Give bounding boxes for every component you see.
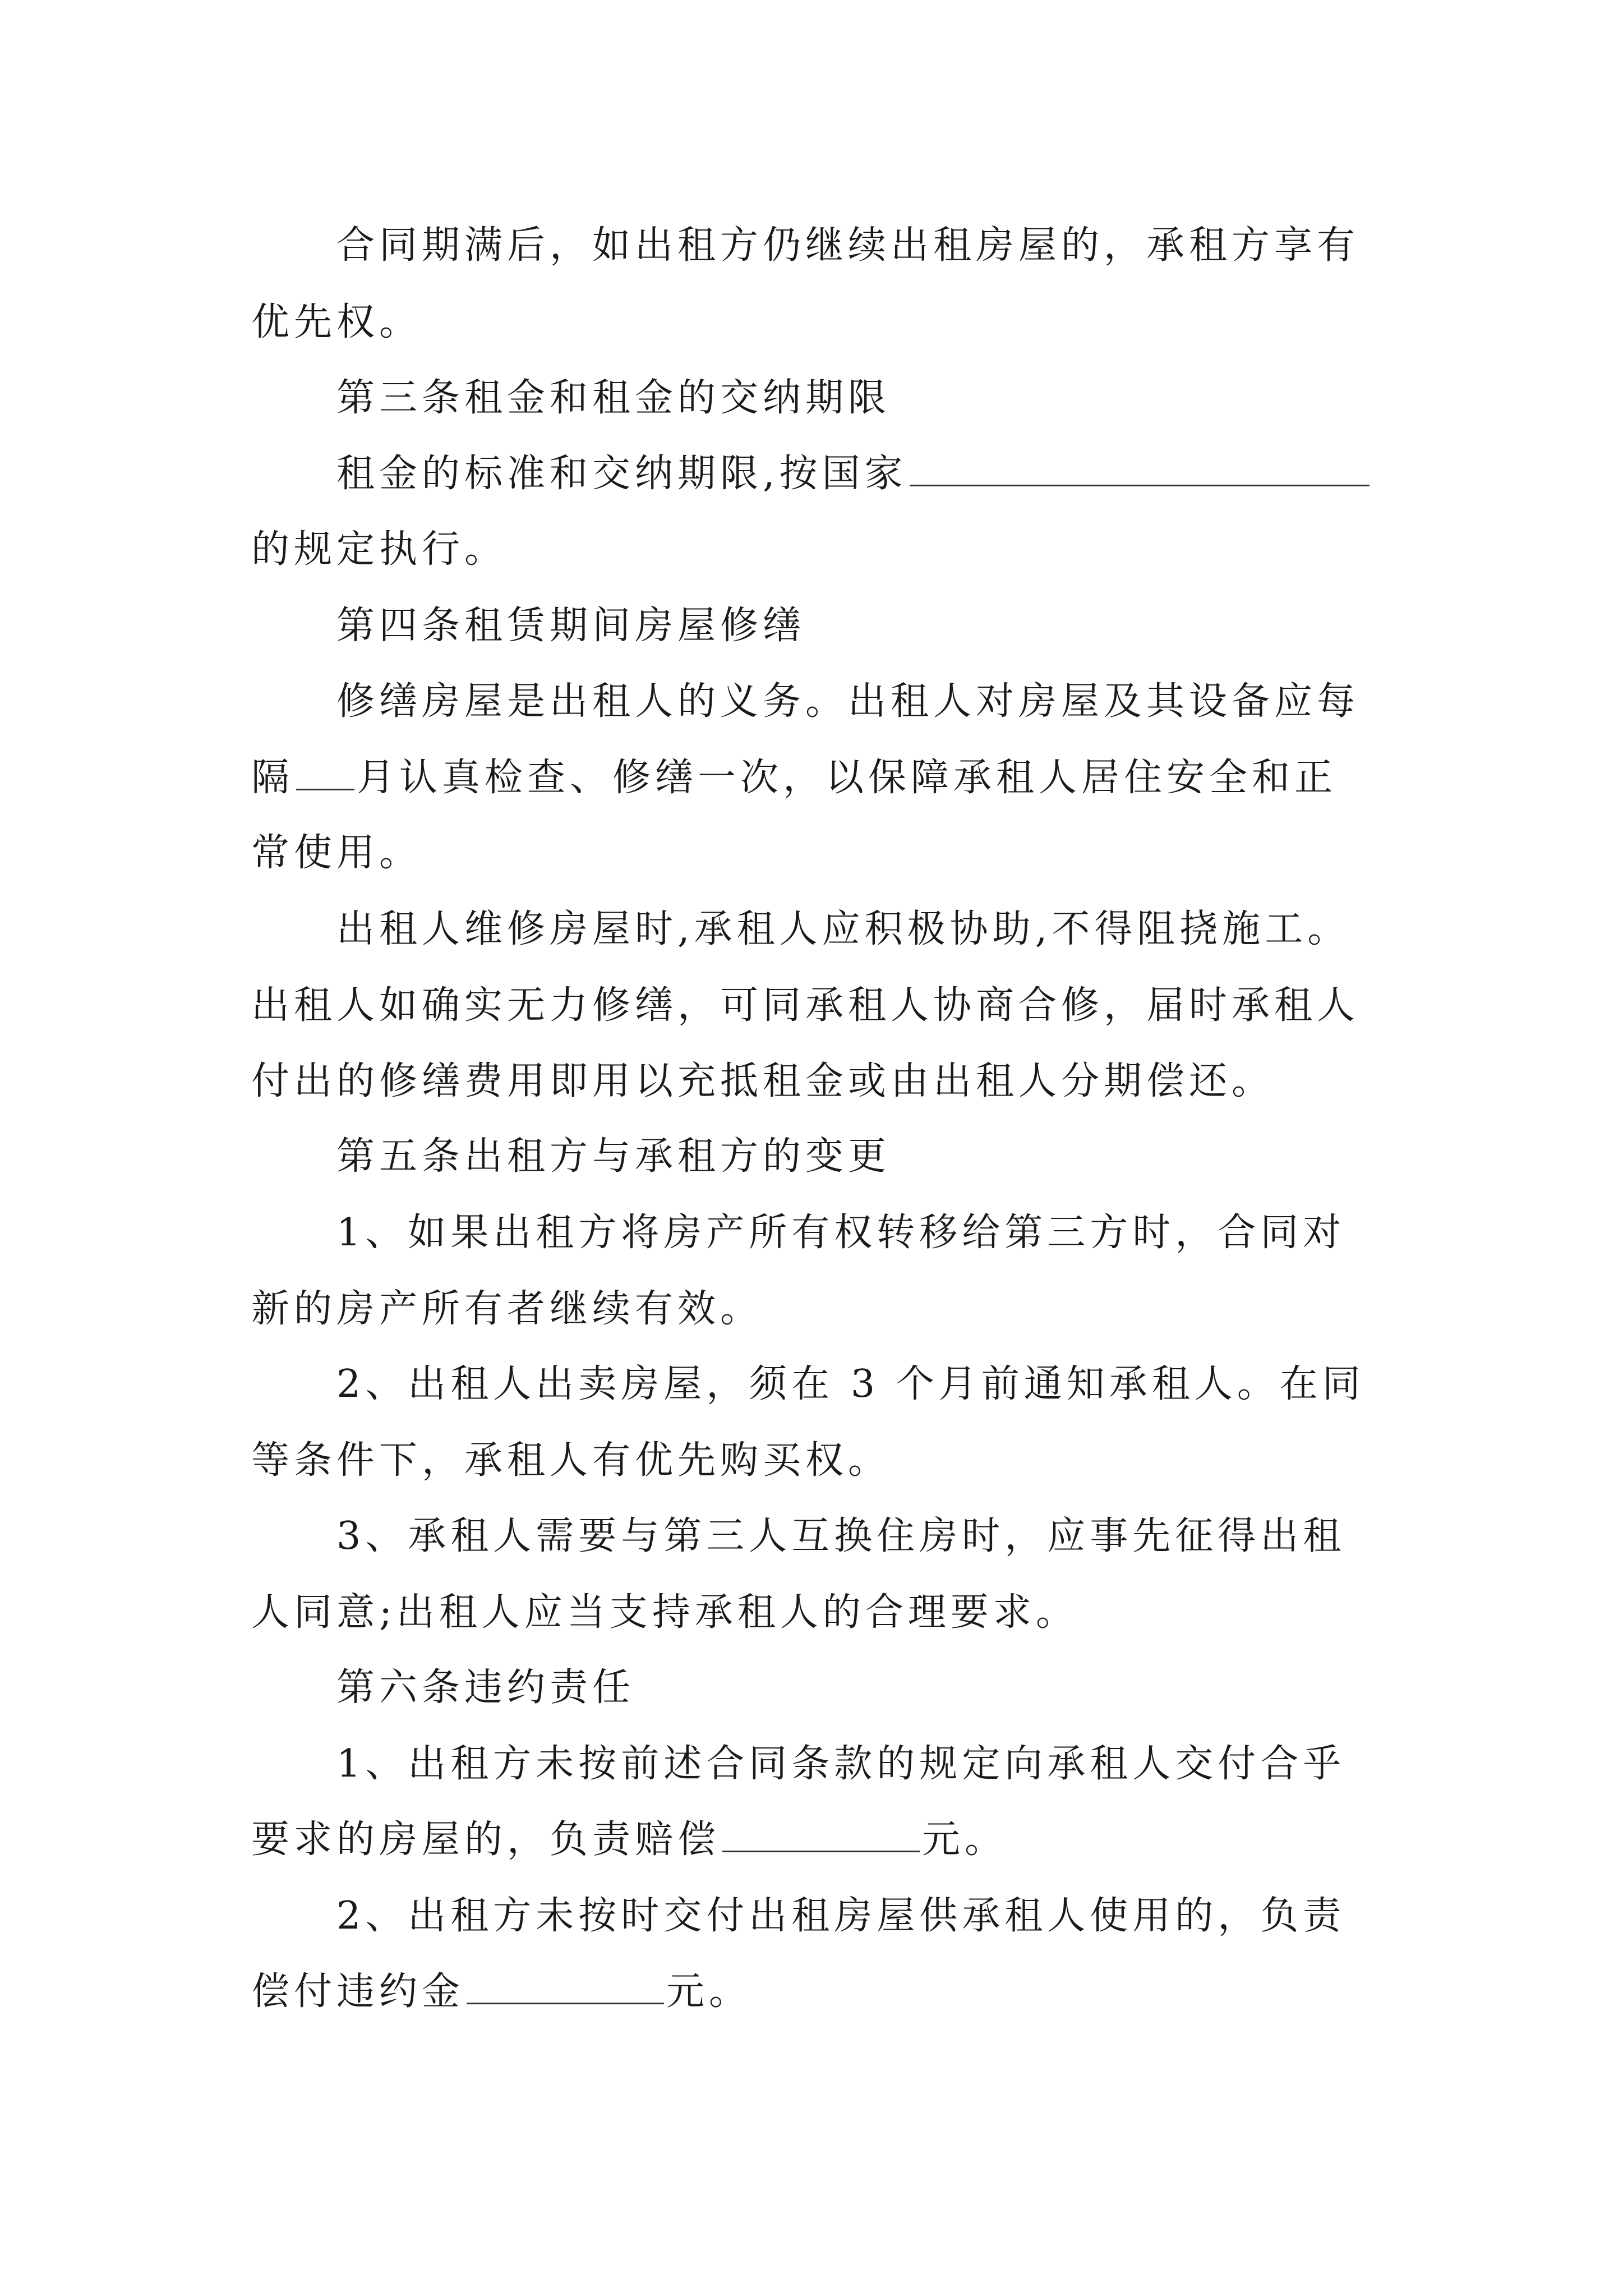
fill-in-blank[interactable]	[722, 1816, 920, 1852]
text: 的规定执行。	[251, 527, 508, 572]
article-heading	[336, 1131, 891, 1182]
heading-text: 第三条租金和租金的交纳期限	[336, 376, 891, 420]
paragraph-line	[336, 1511, 1345, 1562]
text: 新的房产所有者继续有效。	[251, 1287, 763, 1331]
text: 人同意;出租人应当支持承租人的合理要求。	[251, 1590, 1078, 1635]
paragraph-line	[251, 1056, 1274, 1107]
heading-text: 第四条租赁期间房屋修缮	[336, 604, 806, 648]
text: 出租人如确实无力修缮，可同承租人协商合修，届时承租人	[251, 983, 1360, 1028]
paragraph-line	[251, 1284, 763, 1335]
text: 出租人维修房屋时,承租人应积极协助,不得阻挠施工。	[336, 907, 1350, 951]
text: 优先权。	[251, 300, 422, 344]
article-heading	[336, 601, 805, 651]
text: 等条件下，承租人有优先购买权。	[251, 1438, 891, 1483]
heading-text: 第六条违约责任	[336, 1665, 635, 1710]
fill-in-blank[interactable]	[467, 1968, 664, 2004]
text: 元。	[922, 1818, 1008, 1862]
paragraph-line	[336, 1891, 1345, 1941]
paragraph-line	[336, 1739, 1345, 1789]
fill-in-blank[interactable]	[910, 450, 1370, 486]
fill-in-blank[interactable]	[296, 754, 354, 790]
text: 合同期满后，如出租方仍继续出租房屋的，承租方享有	[336, 223, 1360, 268]
text: 元。	[666, 1970, 752, 2014]
text: 修缮房屋是出租人的义务。出租人对房屋及其设备应每	[336, 679, 1360, 724]
paragraph-line	[251, 1815, 1007, 1865]
article-heading	[336, 1663, 635, 1713]
text: 付出的修缮费用即用以充抵租金或由出租人分期偿还。	[251, 1059, 1275, 1103]
text: 常使用。	[251, 831, 422, 875]
paragraph-line	[336, 677, 1359, 727]
paragraph-line	[336, 220, 1359, 271]
text: 2、出租人出卖房屋，须在 3 个月前通知承租人。在同	[336, 1362, 1365, 1406]
text: 1、如果出租方将房产所有权转移给第三方时，合同对	[336, 1211, 1346, 1255]
heading-text: 第五条出租方与承租方的变更	[336, 1134, 891, 1179]
paragraph-line	[251, 297, 422, 348]
text: 2、出租方未按时交付出租房屋供承租人使用的，负责	[336, 1894, 1346, 1938]
text: 隔	[251, 756, 294, 800]
paragraph-line	[251, 828, 422, 878]
text: 1、出租方未按前述合同条款的规定向承租人交付合乎	[336, 1742, 1346, 1786]
paragraph-line	[251, 1588, 1078, 1638]
paragraph-line	[336, 449, 1372, 499]
paragraph-line	[251, 1435, 891, 1486]
text: 要求的房屋的，负责赔偿	[251, 1818, 721, 1862]
text: 偿付违约金	[251, 1970, 465, 2014]
paragraph-line	[336, 904, 1350, 955]
text: 月认真检查、修缮一次，以保障承租人居住安全和正	[357, 756, 1338, 800]
paragraph-line	[251, 1967, 751, 2017]
paragraph-line	[251, 753, 1337, 803]
paragraph-line	[336, 1359, 1365, 1410]
paragraph-line	[336, 1208, 1345, 1258]
paragraph-line	[251, 981, 1359, 1031]
text: 3、承租人需要与第三人互换住房时，应事先征得出租	[336, 1514, 1346, 1558]
article-heading	[336, 373, 891, 424]
paragraph-line	[251, 524, 507, 575]
text: 租金的标准和交纳期限,按国家	[336, 452, 907, 496]
